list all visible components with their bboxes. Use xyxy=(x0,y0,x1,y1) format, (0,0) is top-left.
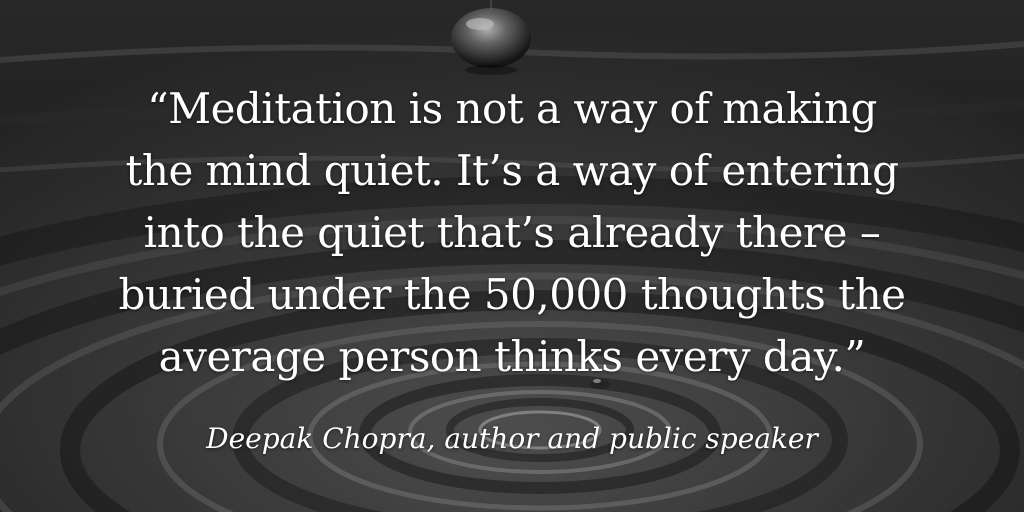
quote-line: buried under the 50,000 thoughts the xyxy=(118,270,906,319)
quote-line: average person thinks every day.” xyxy=(158,332,866,381)
quote-line: into the quiet that’s already there – xyxy=(143,208,881,257)
quote-line: “Meditation is not a way of making xyxy=(147,84,877,133)
quote-text xyxy=(92,78,932,388)
quote-attribution: Deepak Chopra, author and public speaker xyxy=(206,422,818,455)
quote-line: the mind quiet. It’s a way of entering xyxy=(125,146,899,195)
